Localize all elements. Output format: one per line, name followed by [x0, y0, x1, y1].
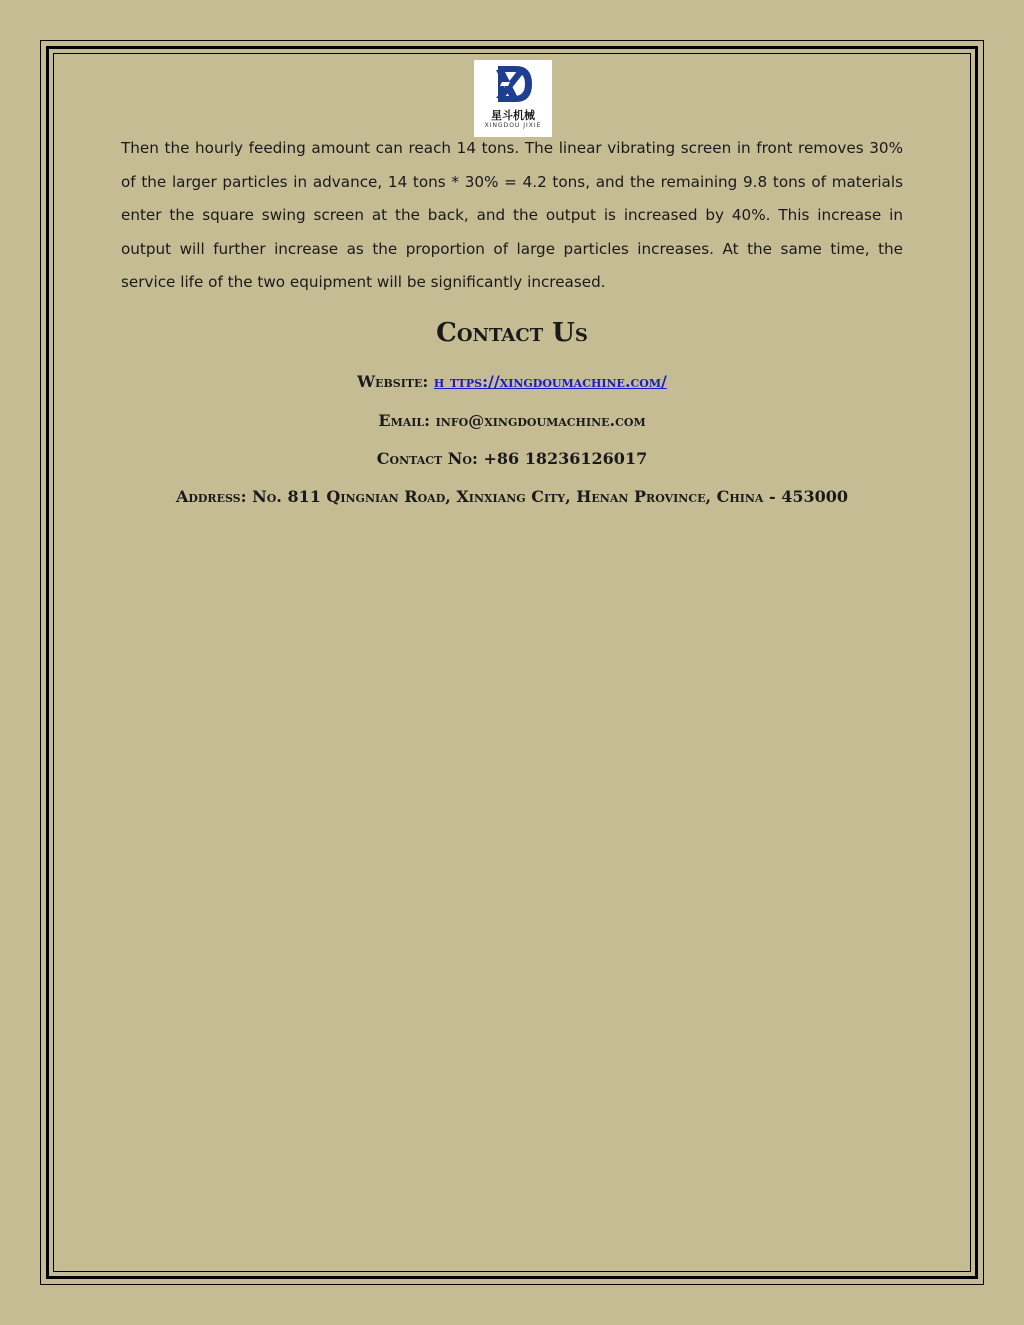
phone-label: Contact No:: [376, 449, 478, 468]
website-link[interactable]: h ttps://xingdoumachine.com/: [433, 372, 667, 391]
address-value: No. 811 Qingnian Road, Xinxiang City, Henan Province, China - 453000: [252, 487, 849, 506]
body-paragraph: Then the hourly feeding amount can reach 14 tons. The linear vibrating screen in front removes 30% of the larger particles in advance, 14 tons * 30% = 4.2 tons, and the remaining 9.8 tons of materials enter the square swing screen at the back, and the output is increased by 40%. This increase in output will further increase as the proportion of large particles increases. At the same time, the service life of the two equipment will be significantly increased.: [121, 139, 903, 292]
email-line: [0, 411, 1024, 430]
phone-value: +86 18236126017: [483, 449, 648, 468]
logo-text-chinese: 星斗机械: [491, 109, 535, 122]
website-line: [0, 372, 1024, 391]
company-logo: [474, 60, 552, 137]
xingdou-logo-icon: [474, 60, 552, 108]
email-value: info@xingdoumachine.com: [435, 411, 646, 430]
address-label: Address:: [175, 487, 247, 506]
website-label: Website:: [357, 372, 429, 391]
address-line: [0, 487, 1024, 506]
contact-heading: Contact Us: [436, 318, 588, 348]
email-label: Email:: [378, 411, 431, 430]
phone-line: [0, 449, 1024, 468]
logo-text-english: XINGDOU JIXIE: [484, 122, 542, 129]
